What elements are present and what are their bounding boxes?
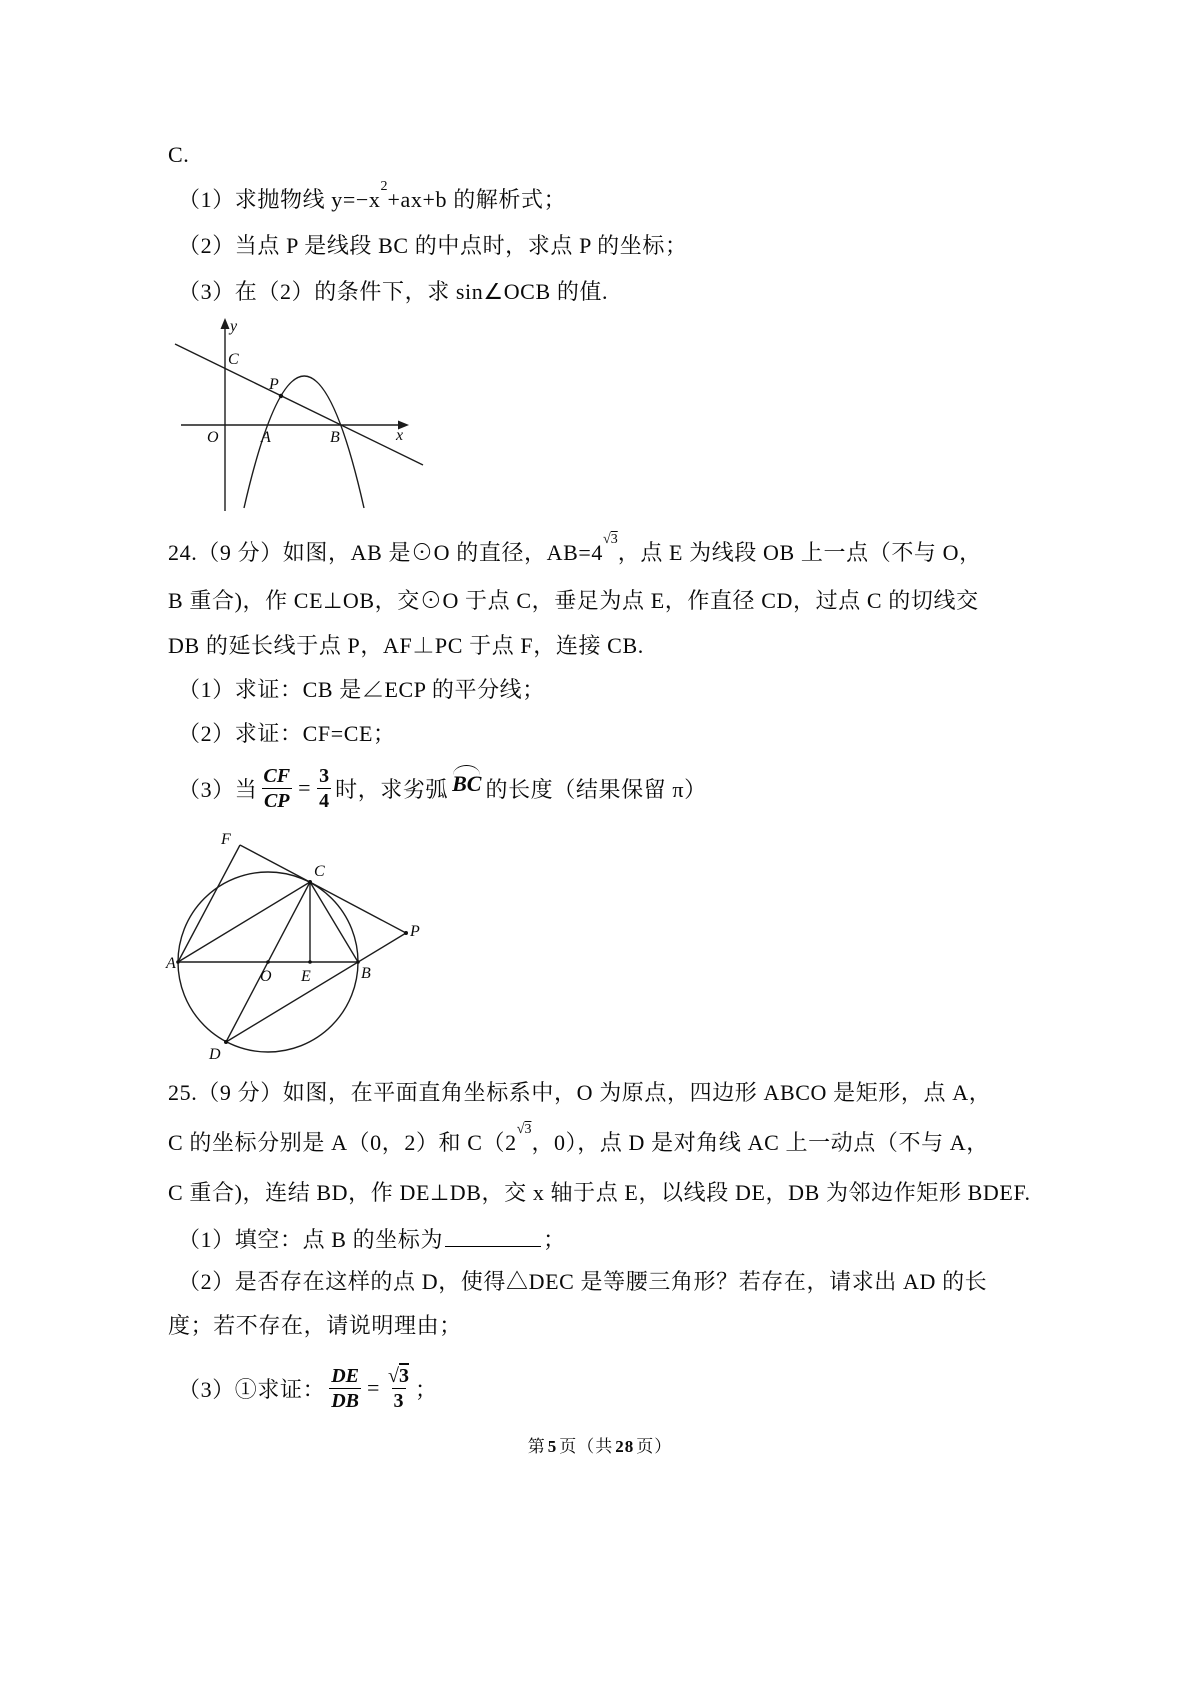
fraction-de-db (329, 1364, 361, 1413)
point-label-b: B (361, 965, 371, 982)
equals-sign: = (367, 1375, 381, 1400)
item-text: 的长度（结果保留 π） (485, 776, 707, 802)
problem25-line-1: 25.（9 分）如图，在平面直角坐标系中，O 为原点，四边形 ABCO 是矩形，点 A， (168, 1080, 992, 1105)
page-footer (0, 1432, 1200, 1457)
point-label-p: P (269, 376, 279, 393)
fraction-cf-cp (261, 764, 292, 813)
axis-label-x: x (396, 427, 404, 444)
fraction-3-4 (317, 764, 331, 813)
problem24-item-3 (178, 760, 707, 816)
point-b-dot (356, 960, 360, 964)
fraction-sqrt3-3 (386, 1364, 411, 1413)
point-c-dot (308, 880, 312, 884)
item-text: 时，求劣弧 (335, 776, 449, 802)
radical-superscript (603, 532, 618, 547)
segment-af (178, 845, 240, 962)
answer-blank (445, 1222, 541, 1247)
chord-ac (178, 882, 310, 962)
fraction-numerator: DE (331, 1364, 359, 1387)
option-c-label: C. (168, 142, 190, 167)
point-p-dot (404, 931, 408, 935)
problem25-item-2-line-1: （2）是否存在这样的点 D，使得△DEC 是等腰三角形？若存在，请求出 AD 的长 (178, 1269, 988, 1294)
y-axis-arrow (221, 318, 230, 329)
point-label-e: E (301, 968, 311, 985)
footer-text: 页） (636, 1437, 673, 1456)
footer-total-pages: 28 (615, 1437, 635, 1456)
line-dbp (226, 933, 406, 1042)
problem25-item-2-line-2: 度；若不存在，请说明理由； (168, 1313, 462, 1338)
fraction-denominator: DB (331, 1389, 359, 1412)
item-text: （3）当 (178, 776, 258, 802)
footer-page-number: 5 (547, 1437, 558, 1456)
problem25-item-3 (178, 1356, 438, 1420)
chord-cb (310, 882, 358, 962)
point-p-dot (279, 394, 283, 398)
axis-label-y: y (230, 318, 238, 335)
fraction-denominator: CP (263, 789, 290, 812)
line-text: ，点 E 为线段 OB 上一点（不与 O， (617, 540, 982, 565)
superscript-exponent: 2 (380, 178, 388, 194)
arc-bc: BC (452, 771, 482, 796)
tangent-fcp (240, 845, 406, 933)
point-label-a: A (166, 955, 176, 972)
problem23-item-3: （3）在（2）的条件下，求 sin∠OCB 的值. (178, 279, 609, 304)
item-text: +ax+b 的解析式； (387, 187, 567, 212)
footer-text: 页（共 (559, 1437, 614, 1456)
fraction-numerator: CF (263, 764, 291, 787)
point-d-dot (224, 1040, 228, 1044)
line-bc (175, 344, 423, 465)
point-label-f: F (221, 831, 231, 848)
radicand: 3 (524, 1121, 532, 1137)
radical-sign: √ (388, 1364, 399, 1387)
figure-circle (165, 830, 420, 1065)
point-label-a: A (261, 429, 271, 446)
problem24-line-2: B 重合)，作 CE⊥OB，交⊙O 于点 C，垂足为点 E，作直径 CD，过点 C 的切线交 (168, 588, 979, 613)
radical-sign: √ (516, 1121, 525, 1137)
radicand: 3 (399, 1364, 409, 1387)
problem25-line-3: C 重合)，连结 BD，作 DE⊥DB，交 x 轴于点 E，以线段 DE，DB 为邻边作矩形 BDEF. (168, 1180, 1031, 1205)
point-label-c: C (314, 863, 325, 880)
problem24-line-1 (168, 531, 982, 568)
problem23-item-2: （2）当点 P 是线段 BC 的中点时，求点 P 的坐标； (178, 233, 688, 258)
point-label-b: B (330, 429, 340, 446)
center-label-o: O (260, 968, 272, 985)
item-text: ； (543, 1227, 566, 1252)
line-text: ，0），点 D 是对角线 AC 上一动点（不与 A， (531, 1130, 989, 1155)
point-label-c: C (228, 351, 239, 368)
point-label-p: P (410, 923, 420, 940)
point-e-dot (308, 960, 312, 964)
fraction-numerator (386, 1364, 411, 1388)
problem25-item-1 (178, 1222, 566, 1255)
footer-text: 第 (527, 1437, 546, 1456)
line-text: 24.（9 分）如图，AB 是⊙O 的直径，AB=4 (168, 540, 604, 565)
problem24-item-2: （2）求证：CF=CE； (178, 721, 396, 746)
item-text: ； (415, 1376, 438, 1402)
radical-sign: √ (603, 531, 611, 547)
item-text: （3）①求证： (178, 1376, 326, 1402)
problem25-line-2 (168, 1121, 989, 1158)
item-text: （1）填空：点 B 的坐标为 (178, 1227, 444, 1252)
radicand: 3 (610, 531, 618, 547)
problem23-item-1 (178, 178, 567, 215)
item-text: （1）求抛物线 y=−x (178, 187, 381, 212)
fraction-denominator: 3 (393, 1389, 404, 1412)
fraction-denominator: 4 (319, 789, 330, 812)
line-text: C 的坐标分别是 A（0，2）和 C（2 (168, 1130, 517, 1155)
radical-superscript (517, 1122, 532, 1137)
point-a-dot (176, 960, 180, 964)
equals-sign: = (298, 775, 312, 800)
fraction-numerator: 3 (319, 764, 330, 787)
origin-label-o: O (207, 429, 219, 446)
point-label-d: D (209, 1046, 221, 1063)
problem24-item-1: （1）求证：CB 是∠ECP 的平分线； (178, 677, 545, 702)
center-o-dot (266, 960, 270, 964)
problem24-line-3: DB 的延长线于点 P，AF⊥PC 于点 F，连接 CB. (168, 633, 644, 658)
figure-parabola (168, 315, 428, 515)
